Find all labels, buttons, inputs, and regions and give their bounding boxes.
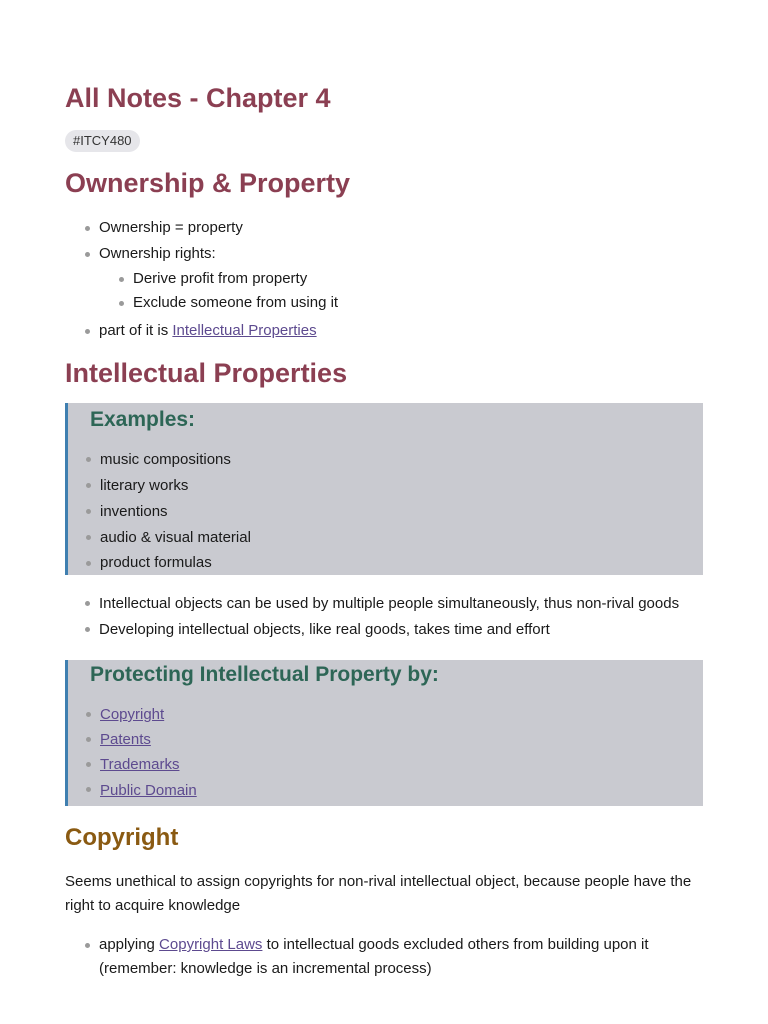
example-item [66,447,703,473]
sublist-item [99,291,703,315]
sublist-item-text: Exclude someone from using it [133,294,339,311]
examples-list [66,447,703,575]
ownership-item-text: part of it is [99,322,173,339]
ownership-item-text: Ownership = property [99,219,243,236]
copyright-link[interactable]: Copyright [100,706,165,723]
copyright-bullet-suffix: to intellectual goods excluded others from building upon it (remember: knowledge is an incremental process) [99,936,649,977]
example-item-text: literary works [100,477,189,494]
public-domain-link[interactable]: Public Domain [100,782,197,799]
page-title: All Notes - Chapter 4 [65,83,331,113]
list-item [65,933,703,981]
protecting-links-list [66,702,703,804]
heading-intellectual-properties: Intellectual Properties [65,358,348,388]
example-item [66,551,703,575]
list-item [65,216,703,240]
list-item [65,319,703,343]
protecting-item [66,777,703,804]
protecting-callout [65,660,703,806]
copyright-laws-link[interactable]: Copyright Laws [159,936,263,953]
ownership-rights-sublist [99,267,703,315]
example-item [66,499,703,525]
heading-copyright: Copyright [65,824,179,851]
protecting-item [66,727,703,752]
copyright-paragraph: Seems unethical to assign copyrights for non-rival intellectual object, because people have the right to acquire knowledge [65,873,692,914]
tag-badge[interactable]: #ITCY480 [65,130,140,152]
example-item [66,473,703,499]
point-text: Developing intellectual objects, like real goods, takes time and effort [99,621,550,638]
protecting-item [66,702,703,727]
sublist-item-text: Derive profit from property [133,270,308,287]
intellectual-properties-link[interactable]: Intellectual Properties [172,322,317,339]
example-item-text: product formulas [100,554,212,571]
list-item [65,242,703,315]
example-item-text: audio & visual material [100,529,251,546]
intellectual-points-list [65,591,703,643]
example-item-text: inventions [100,503,168,520]
heading-ownership-property: Ownership & Property [65,168,351,198]
copyright-bullet-prefix: applying [99,936,160,953]
list-item [65,591,703,617]
example-item [66,525,703,551]
patents-link[interactable]: Patents [100,731,151,748]
protecting-item [66,752,703,777]
sublist-item [99,267,703,291]
ownership-list [65,216,703,343]
example-item-text: music compositions [100,451,231,468]
protecting-callout-title: Protecting Intellectual Property by: [90,663,439,686]
examples-callout [65,403,703,575]
point-text: Intellectual objects can be used by multiple people simultaneously, thus non-rival goods [99,595,680,612]
note-page [65,80,703,981]
trademarks-link[interactable]: Trademarks [100,756,180,773]
copyright-list [65,933,703,981]
list-item [65,617,703,643]
ownership-item-text: Ownership rights: [99,245,216,262]
examples-callout-title: Examples: [90,408,196,431]
